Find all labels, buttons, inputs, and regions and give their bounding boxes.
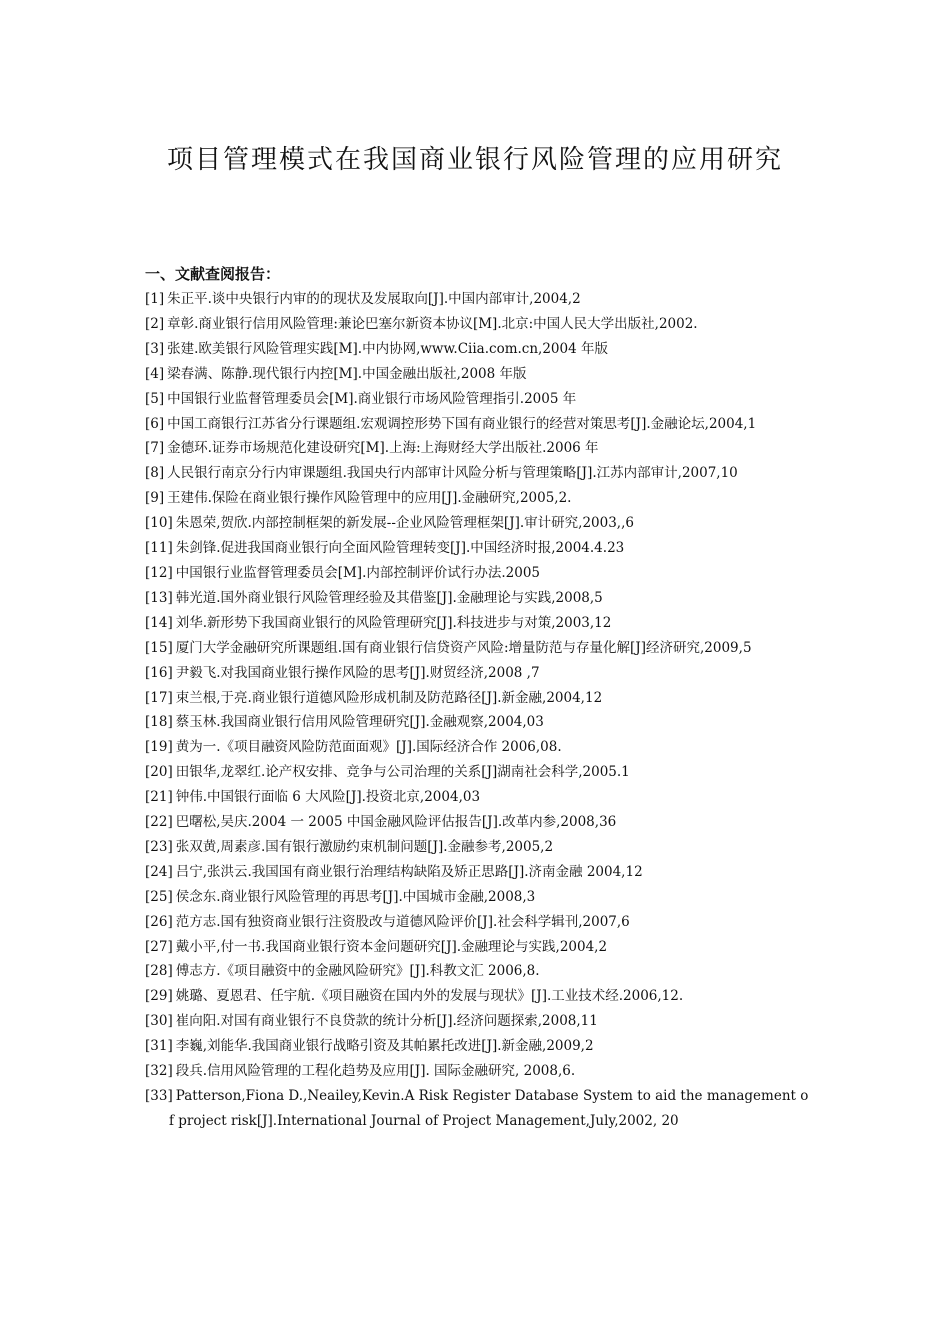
reference-number: [9] — [145, 490, 165, 507]
reference-text: 张建.欧美银行风险管理实践[M].中内协网,www.Ciia.com.cn,2004 年版 — [167, 340, 608, 357]
reference-text: 张双黄,周素彦.国有银行激励约束机制问题[J].金融参考,2005,2 — [175, 838, 554, 855]
reference-text: 段兵.信用风险管理的工程化趋势及应用[J]. 国际金融研究, 2008,6. — [175, 1063, 576, 1080]
section-heading: 一、文献查阅报告： — [145, 265, 281, 283]
reference-list — [145, 287, 810, 1134]
reference-text: 厦门大学金融研究所课题组.国有商业银行信贷资产风险:增量防范与存量化解[J]经济研究,2009,5 — [175, 639, 752, 656]
reference-text: 中国银行业监督管理委员会[M].内部控制评价试行办法.2005 — [175, 564, 541, 581]
reference-text: 姚璐、夏恩君、任宇航.《项目融资在国内外的发展与现状》[J].工业技术经.2006,12. — [175, 988, 684, 1005]
reference-text: 傅志方.《项目融资中的金融风险研究》[J].科教文汇 2006,8. — [175, 963, 540, 980]
reference-item — [145, 486, 810, 511]
reference-item — [145, 785, 810, 810]
reference-item — [145, 636, 810, 661]
reference-number: [18] — [145, 714, 173, 731]
reference-number: [1] — [145, 291, 165, 307]
reference-item — [145, 387, 810, 412]
reference-text: 李巍,刘能华.我国商业银行战略引资及其帕累托改进[J].新金融,2009,2 — [175, 1038, 594, 1055]
reference-item — [145, 860, 810, 885]
reference-number: [11] — [145, 540, 173, 557]
reference-text: 人民银行南京分行内审课题组.我国央行内部审计风险分析与管理策略[J].江苏内部审计,2007,10 — [167, 465, 738, 482]
reference-number: [26] — [145, 913, 173, 930]
reference-item — [145, 312, 810, 337]
reference-item — [145, 885, 810, 910]
reference-text: 中国银行业监督管理委员会[M].商业银行市场风险管理指引.2005 年 — [167, 390, 577, 407]
reference-number: [3] — [145, 340, 165, 357]
reference-item — [145, 984, 810, 1009]
reference-item — [145, 536, 810, 561]
reference-item — [145, 461, 810, 486]
reference-number: [31] — [145, 1038, 173, 1055]
reference-number: [7] — [145, 440, 165, 457]
reference-item — [145, 760, 810, 785]
reference-item — [145, 1034, 810, 1059]
reference-number: [17] — [145, 689, 173, 706]
reference-text: 田银华,龙翠红.论产权安排、竞争与公司治理的关系[J]湖南社会科学,2005.1 — [175, 764, 630, 781]
reference-number: [28] — [145, 963, 173, 980]
reference-number: [14] — [145, 614, 173, 631]
reference-number: [16] — [145, 664, 173, 681]
reference-text: 中国工商银行江苏省分行课题组.宏观调控形势下国有商业银行的经营对策思考[J].金融论坛,2004,1 — [167, 415, 757, 432]
reference-number: [13] — [145, 589, 173, 606]
reference-number: [19] — [145, 739, 173, 756]
reference-number: [25] — [145, 888, 173, 905]
reference-text: 崔向阳.对国有商业银行不良贷款的统计分析[J].经济问题探索,2008,11 — [175, 1013, 598, 1030]
reference-text: 蔡玉林.我国商业银行信用风险管理研究[J].金融观察,2004,03 — [175, 714, 544, 731]
reference-text: 侯念东.商业银行风险管理的再思考[J].中国城市金融,2008,3 — [175, 888, 536, 905]
reference-number: [33] — [145, 1088, 173, 1104]
reference-text: 钟伟.中国银行面临 6 大风险[J].投资北京,2004,03 — [175, 789, 481, 806]
reference-number: [10] — [145, 515, 173, 532]
reference-number: [29] — [145, 988, 173, 1005]
reference-item — [145, 611, 810, 636]
reference-number: [23] — [145, 838, 173, 855]
reference-text: 戴小平,付一书.我国商业银行资本金问题研究[J].金融理论与实践,2004,2 — [175, 938, 608, 955]
reference-item — [145, 810, 810, 835]
reference-text: 金德环.证券市场规范化建设研究[M].上海:上海财经大学出版社.2006 年 — [167, 440, 599, 457]
document-title: 项目管理模式在我国商业银行风险管理的应用研究 — [166, 145, 783, 175]
reference-item — [145, 661, 810, 686]
reference-item — [145, 337, 810, 362]
reference-text: 王建伟.保险在商业银行操作风险管理中的应用[J].金融研究,2005,2. — [167, 490, 572, 507]
reference-text: 梁春满、陈静.现代银行内控[M].中国金融出版社,2008 年版 — [167, 365, 527, 382]
reference-number: [21] — [145, 789, 173, 806]
reference-item — [145, 959, 810, 984]
reference-text: 朱正平.谈中央银行内审的的现状及发展取向[J].中国内部审计,2004,2 — [167, 291, 581, 307]
reference-number: [32] — [145, 1063, 173, 1080]
reference-text: Patterson,Fiona D.,Neailey,Kevin.A Risk Register Database System to aid the management of project risk[J].International Journal of Project Management,July,2002, 20 — [169, 1088, 809, 1129]
reference-text: 吕宁,张洪云.我国国有商业银行治理结构缺陷及矫正思路[J].济南金融 2004,12 — [175, 863, 643, 880]
reference-text: 朱剑锋.促进我国商业银行向全面风险管理转变[J].中国经济时报,2004.4.23 — [175, 540, 625, 557]
reference-number: [30] — [145, 1013, 173, 1030]
reference-number: [6] — [145, 415, 165, 432]
reference-item — [145, 436, 810, 461]
reference-text: 章彰.商业银行信用风险管理:兼论巴塞尔新资本协议[M].北京:中国人民大学出版社,2002. — [167, 315, 698, 332]
reference-item — [145, 1084, 810, 1134]
reference-text: 范方志.国有独资商业银行注资股改与道德风险评价[J].社会科学辑刊,2007,6 — [175, 913, 630, 930]
reference-item — [145, 935, 810, 960]
reference-item — [145, 1059, 810, 1084]
reference-text: 尹毅飞.对我国商业银行操作风险的思考[J].财贸经济,2008 ,7 — [175, 664, 540, 681]
reference-item — [145, 735, 810, 760]
reference-item — [145, 586, 810, 611]
reference-number: [24] — [145, 863, 173, 880]
reference-number: [12] — [145, 564, 173, 581]
reference-item — [145, 287, 810, 312]
reference-number: [5] — [145, 390, 165, 407]
reference-number: [4] — [145, 365, 165, 382]
reference-number: [8] — [145, 465, 165, 482]
reference-item — [145, 412, 810, 437]
reference-number: [20] — [145, 764, 173, 781]
reference-item — [145, 910, 810, 935]
reference-number: [27] — [145, 938, 173, 955]
reference-item — [145, 710, 810, 735]
reference-text: 刘华.新形势下我国商业银行的风险管理研究[J].科技进步与对策,2003,12 — [175, 614, 612, 631]
reference-text: 巴曙松,吴庆.2004 一 2005 中国金融风险评估报告[J].改革内参,2008,36 — [175, 814, 617, 831]
reference-number: [22] — [145, 814, 173, 831]
reference-item — [145, 1009, 810, 1034]
reference-text: 黄为一.《项目融资风险防范面面观》[J].国际经济合作 2006,08. — [175, 739, 562, 756]
reference-number: [15] — [145, 639, 173, 656]
reference-item — [145, 511, 810, 536]
reference-item — [145, 362, 810, 387]
reference-item — [145, 835, 810, 860]
reference-item — [145, 561, 810, 586]
reference-number: [2] — [145, 315, 165, 332]
reference-text: 束兰根,于亮.商业银行道德风险形成机制及防范路径[J].新金融,2004,12 — [175, 689, 603, 706]
reference-item — [145, 686, 810, 711]
reference-text: 朱恩荣,贺欣.内部控制框架的新发展--企业风险管理框架[J].审计研究,2003,,6 — [175, 515, 634, 532]
reference-text: 韩光道.国外商业银行风险管理经验及其借鉴[J].金融理论与实践,2008,5 — [175, 589, 603, 606]
